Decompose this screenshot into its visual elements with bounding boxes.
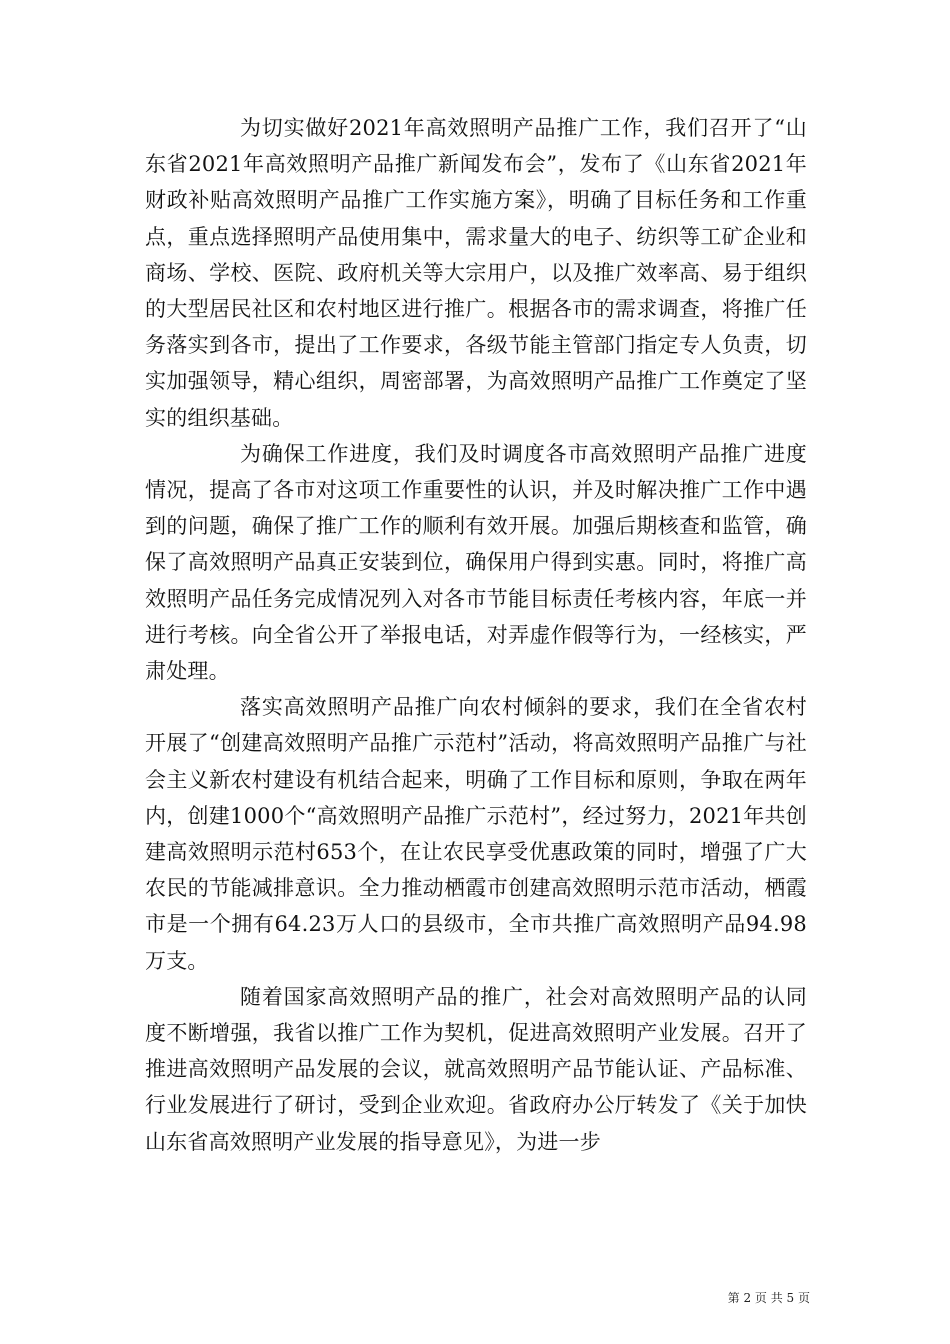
document-body [145, 110, 807, 1160]
paragraph-3: 落实高效照明产品推广向农村倾斜的要求，我们在全省农村开展了“创建高效照明产品推广示范村”活动，将高效照明产品推广与社会主义新农村建设有机结合起来，明确了工作目标和原则，争取在两年内，创建1000个“高效照明产品推广示范村”，经过努力，2021年共创建高效照明示范村653个，在让农民享受优惠政策的同时，增强了广大农民的节能减排意识。全力推动栖霞市创建高效照明示范市活动，栖霞市是一个拥有64.23万人口的县级市，全市共推广高效照明产品94.98万支。 [145, 695, 807, 973]
page-number: 第 2 页 共 5 页 [727, 1291, 810, 1305]
paragraph-2: 为确保工作进度，我们及时调度各市高效照明产品推广进度情况，提高了各市对这项工作重要性的认识，并及时解决推广工作中遇到的问题，确保了推广工作的顺利有效开展。加强后期核查和监管，确保了高效照明产品真正安装到位，确保用户得到实惠。同时，将推广高效照明产品任务完成情况列入对各市节能目标责任考核内容，年底一并进行考核。向全省公开了举报电话，对弄虚作假等行为，一经核实，严肃处理。 [145, 441, 807, 684]
paragraph-1: 为切实做好2021年高效照明产品推广工作，我们召开了“山东省2021年高效照明产品推广新闻发布会”，发布了《山东省2021年财政补贴高效照明产品推广工作实施方案》，明确了目标任务和工作重点，重点选择照明产品使用集中，需求量大的电子、纺织等工矿企业和商场、学校、医院、政府机关等大宗用户，以及推广效率高、易于组织的大型居民社区和农村地区进行推广。根据各市的需求调查，将推广任务落实到各市，提出了工作要求，各级节能主管部门指定专人负责，切实加强领导，精心组织，周密部署，为高效照明产品推广工作奠定了坚实的组织基础。 [145, 116, 807, 430]
paragraph-4: 随着国家高效照明产品的推广，社会对高效照明产品的认同度不断增强，我省以推广工作为契机，促进高效照明产业发展。召开了推进高效照明产品发展的会议，就高效照明产品节能认证、产品标准、行业发展进行了研讨，受到企业欢迎。省政府办公厅转发了《关于加快山东省高效照明产业发展的指导意见》，为进一步 [145, 984, 807, 1154]
